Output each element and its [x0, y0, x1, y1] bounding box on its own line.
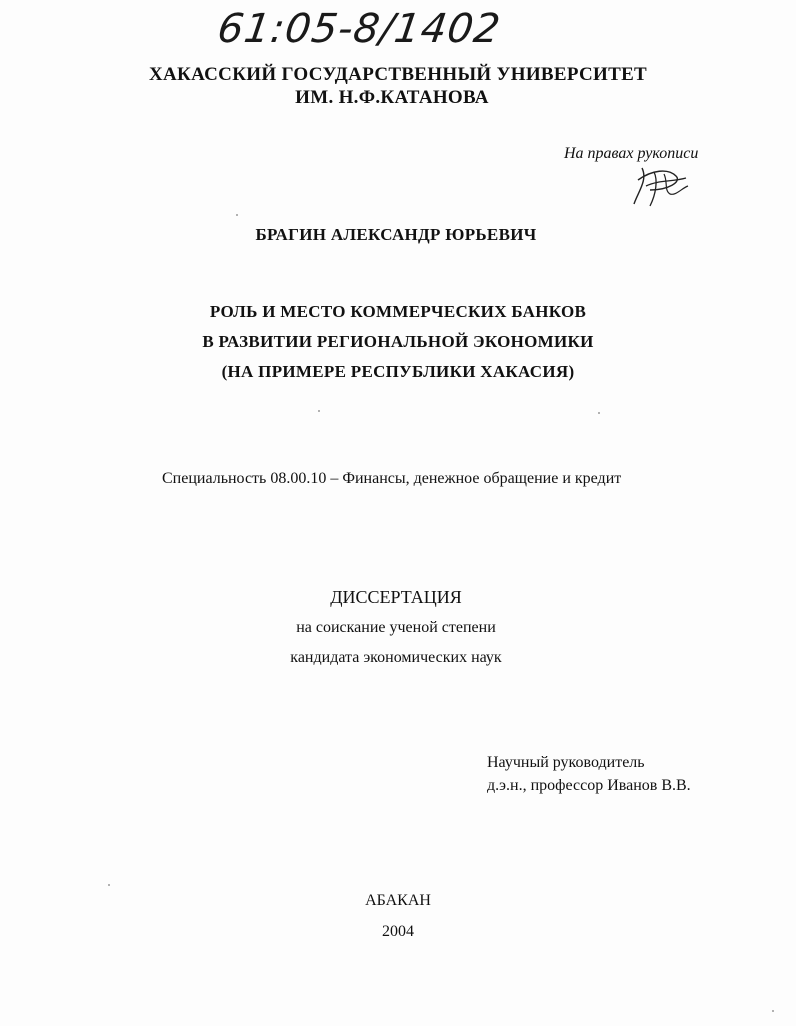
dissertation-title-line3: (НА ПРИМЕРЕ РЕСПУБЛИКИ ХАКАСИЯ) [221, 362, 575, 381]
scan-speck [772, 1010, 774, 1012]
supervisor-label: Научный руководитель [487, 754, 645, 771]
year: 2004 [382, 923, 414, 940]
scan-speck [598, 412, 600, 414]
specialty-line: Специальность 08.00.10 – Финансы, денежное обращение и кредит [162, 470, 622, 487]
handwritten-archive-number: 61:05-8/1402 [214, 6, 504, 52]
supervisor-name: д.э.н., профессор Иванов В.В. [487, 777, 691, 794]
scan-speck [236, 214, 238, 216]
city: АБАКАН [365, 892, 431, 909]
dissertation-title-line1: РОЛЬ И МЕСТО КОММЕРЧЕСКИХ БАНКОВ [209, 302, 587, 321]
degree-line2: кандидата экономических наук [290, 649, 502, 666]
scan-speck [108, 884, 110, 886]
author-name: БРАГИН АЛЕКСАНДР ЮРЬЕВИЧ [255, 225, 537, 244]
rights-note: На правах рукописи [564, 145, 699, 162]
degree-line1: на соискание ученой степени [296, 619, 496, 636]
dissertation-title-line2: В РАЗВИТИИ РЕГИОНАЛЬНОЙ ЭКОНОМИКИ [202, 332, 594, 351]
signature-icon [628, 160, 692, 210]
university-name-line2: ИМ. Н.Ф.КАТАНОВА [295, 87, 489, 108]
scan-speck [318, 410, 320, 412]
work-type: ДИССЕРТАЦИЯ [330, 587, 462, 607]
university-name-line1: ХАКАССКИЙ ГОСУДАРСТВЕННЫЙ УНИВЕРСИТЕТ [148, 64, 648, 85]
